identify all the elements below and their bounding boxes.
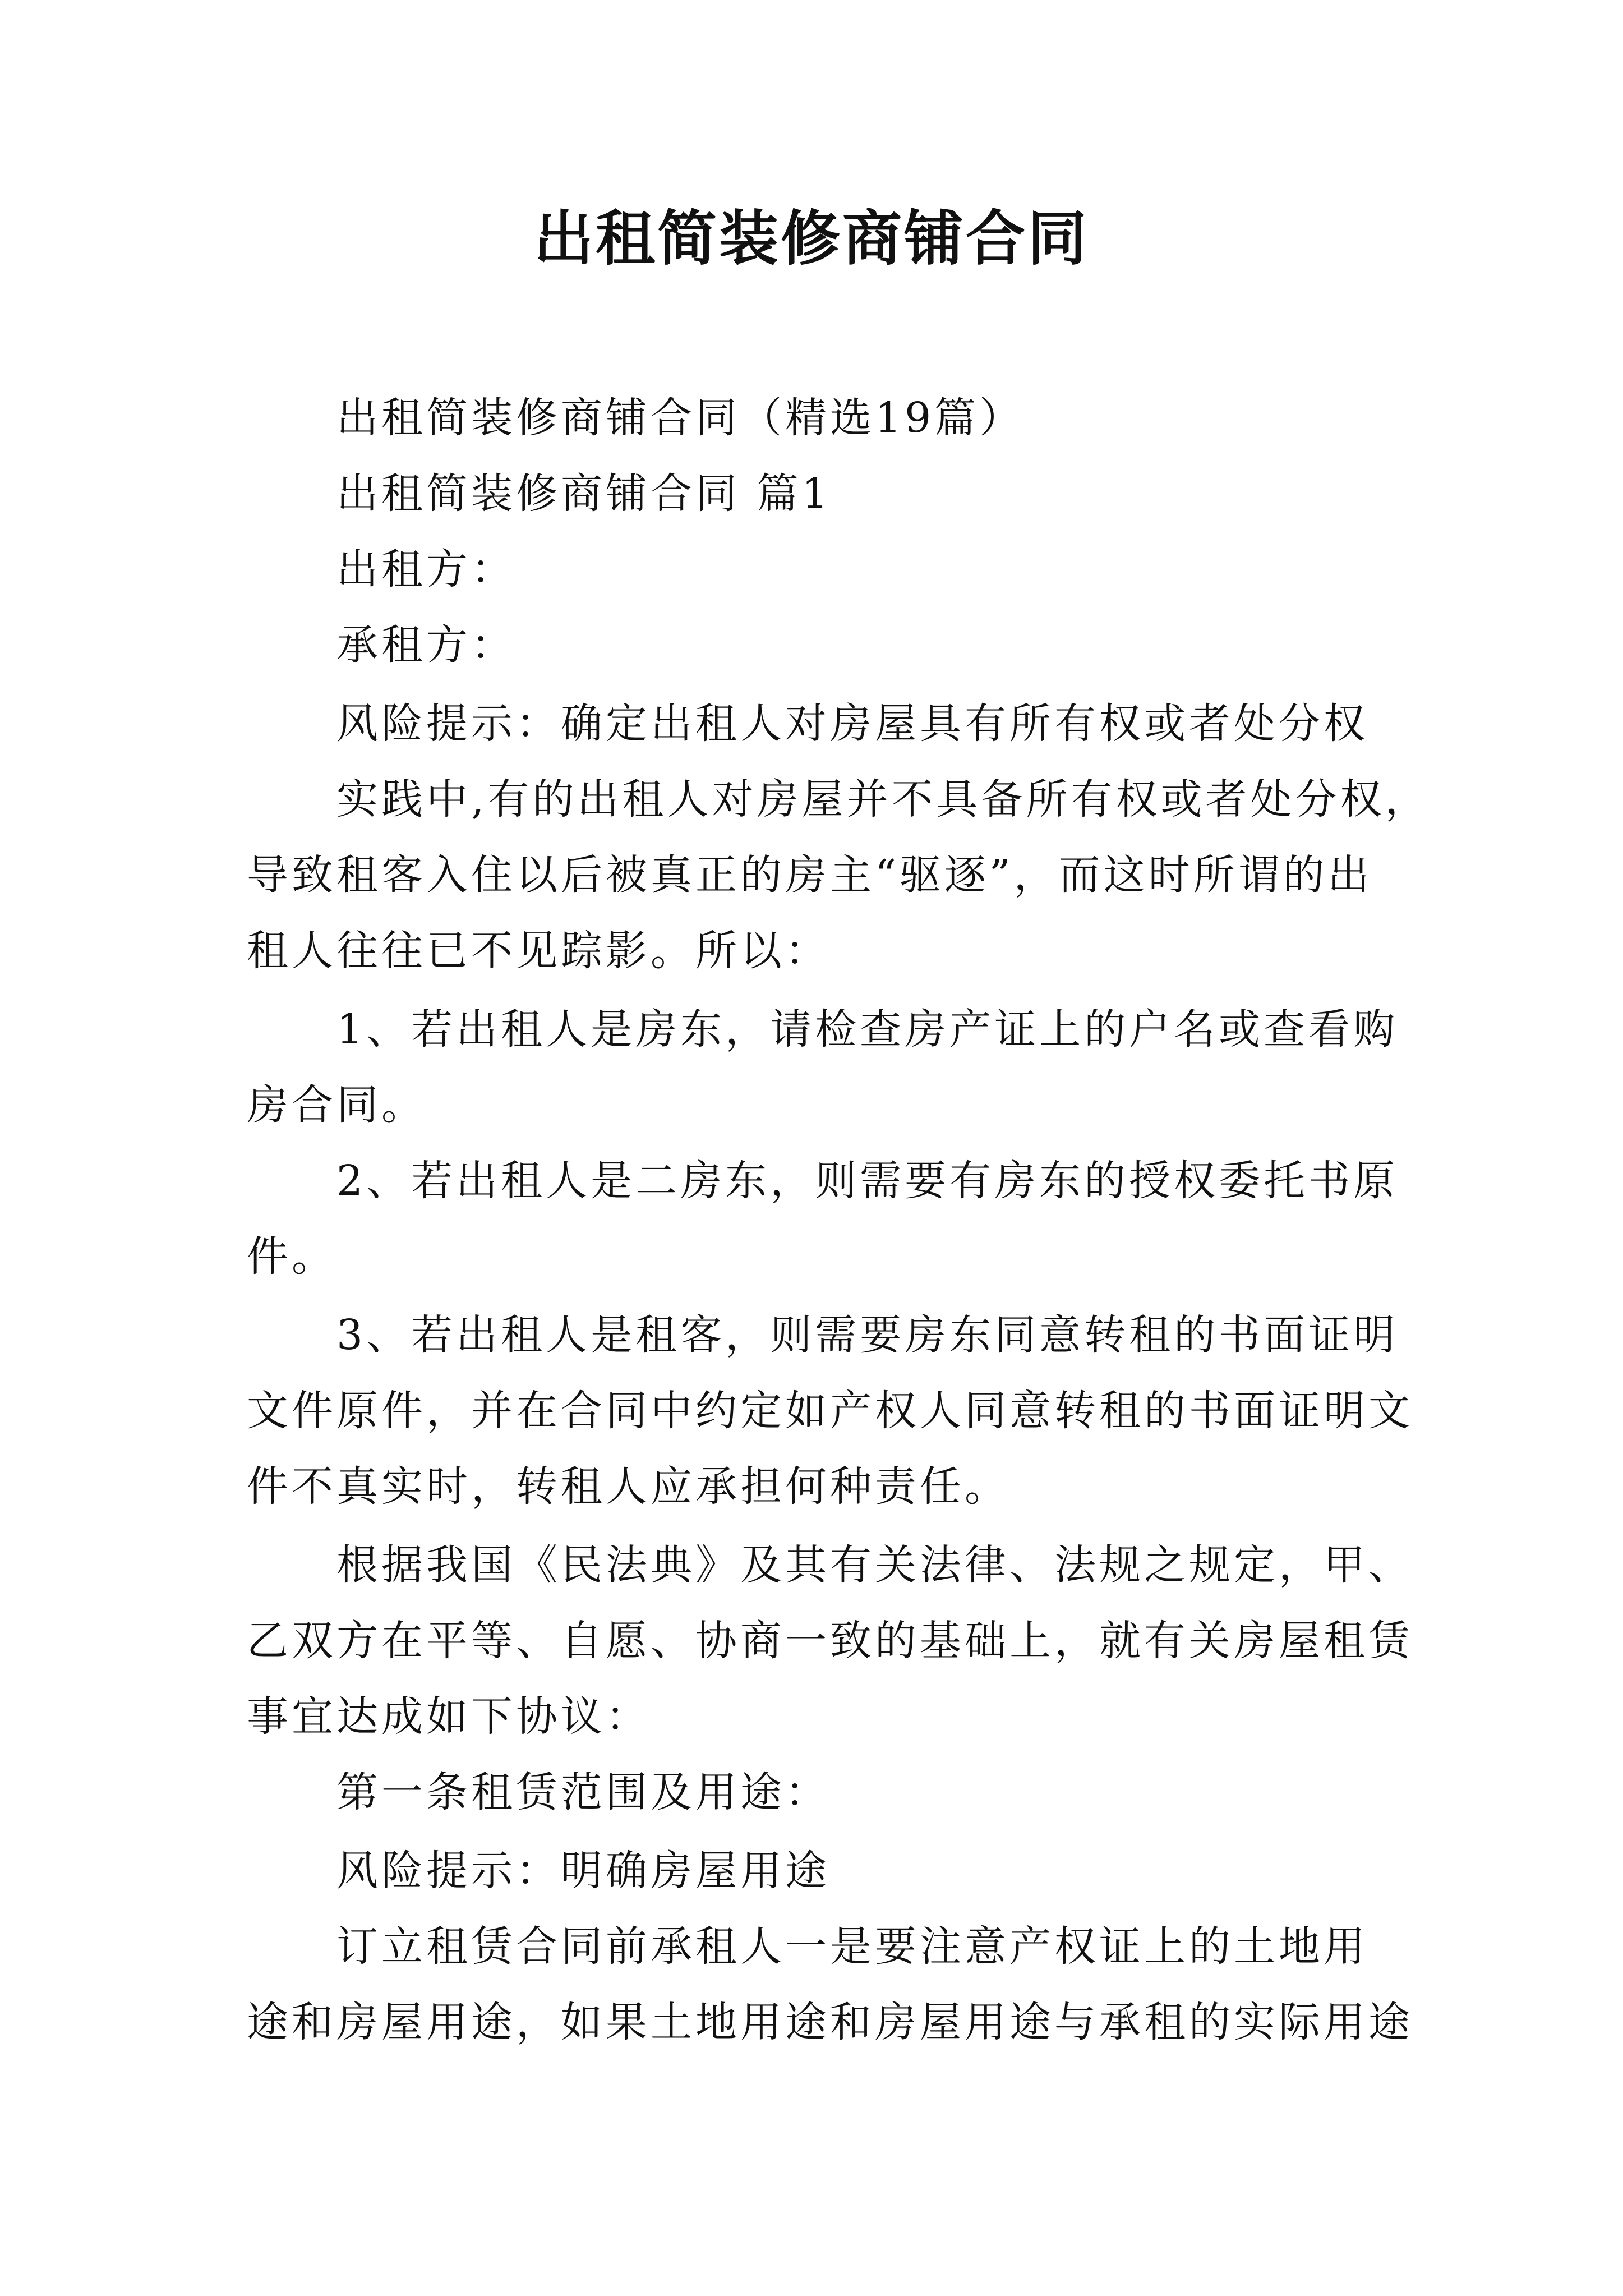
risk-tip-line: 风险提示：确定出租人对房屋具有所有权或者处分权 — [336, 700, 1368, 748]
subtitle-line: 出租简装修商铺合同（精选19篇） — [336, 394, 1025, 442]
list-item-line: 3、若出租人是租客，则需要房东同意转租的书面证明 — [336, 1311, 1399, 1359]
document-title: 出租简装修商铺合同 — [534, 203, 1089, 273]
paragraph-line: 根据我国《民法典》及其有关法律、法规之规定，甲、 — [336, 1541, 1413, 1589]
list-item-line: 房合同。 — [247, 1081, 426, 1129]
article-heading: 第一条租赁范围及用途： — [336, 1768, 830, 1816]
list-item-line: 1、若出租人是房东，请检查房产证上的户名或查看购 — [336, 1005, 1399, 1053]
risk-tip-line: 风险提示：明确房屋用途 — [336, 1847, 830, 1895]
paragraph-line: 途和房屋用途，如果土地用途和房屋用途与承租的实际用途 — [247, 1998, 1413, 2046]
list-item-line: 件不真实时，转租人应承担何种责任。 — [247, 1462, 1009, 1511]
paragraph-line: 导致租客入住以后被真正的房主“驱逐”，而这时所谓的出 — [247, 851, 1373, 899]
paragraph-line: 实践中,有的出租人对房屋并不具备所有权或者处分权， — [336, 775, 1430, 823]
paragraph-line: 租人往往已不见踪影。所以： — [247, 927, 830, 975]
list-item-line: 件。 — [247, 1232, 336, 1281]
list-item-line: 文件原件，并在合同中约定如产权人同意转租的书面证明文 — [247, 1387, 1413, 1435]
paragraph-line: 乙双方在平等、自愿、协商一致的基础上，就有关房屋租赁 — [247, 1617, 1413, 1665]
section-heading: 出租简装修商铺合同 篇1 — [336, 470, 832, 518]
lessor-label: 出租方： — [336, 545, 516, 593]
list-item-line: 2、若出租人是二房东，则需要有房东的授权委托书原 — [336, 1157, 1399, 1205]
paragraph-line: 事宜达成如下协议： — [247, 1692, 651, 1741]
lessee-label: 承租方： — [336, 621, 516, 669]
paragraph-line: 订立租赁合同前承租人一是要注意产权证上的土地用 — [336, 1922, 1368, 1971]
